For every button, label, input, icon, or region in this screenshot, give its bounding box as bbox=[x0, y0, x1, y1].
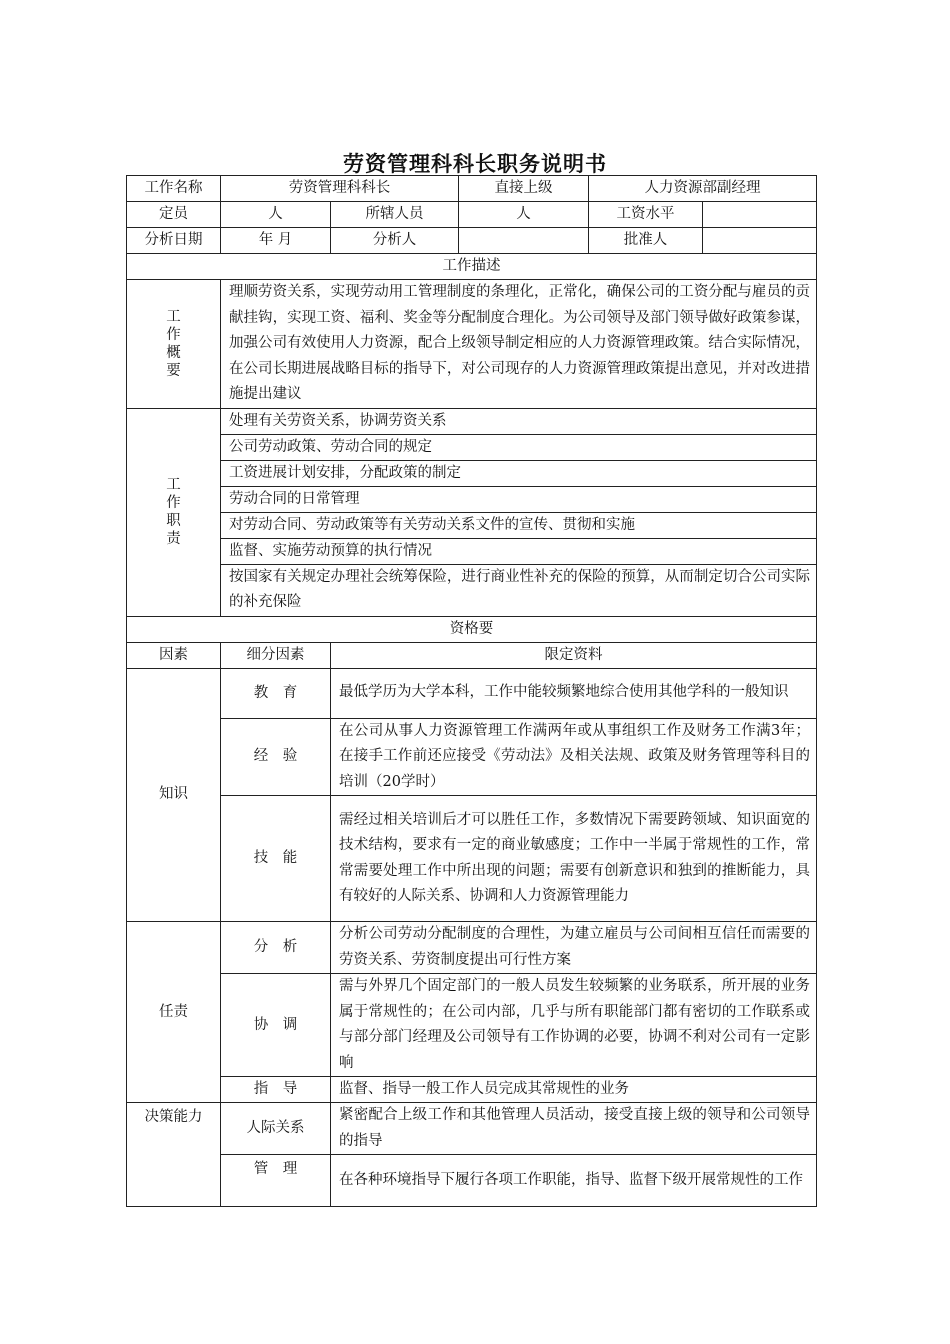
sub-factor: 技 能 bbox=[221, 796, 331, 922]
duty-item: 监督、实施劳动预算的执行情况 bbox=[221, 538, 817, 564]
job-name-value: 劳资管理科科长 bbox=[221, 176, 459, 202]
sub-factor: 指 导 bbox=[221, 1077, 331, 1103]
sub-factor: 管 理 bbox=[221, 1155, 331, 1207]
detail-text: 分析公司劳动分配制度的合理性，为建立雇员与公司间相互信任而需要的劳资关系、劳资制度提出可行性方案 bbox=[331, 922, 817, 974]
detail-text: 在公司从事人力资源管理工作满两年或从事组织工作及财务工作满3年；在接手工作前还应接受《劳动法》及相关法规、政策及财务管理等科目的培训（20学时） bbox=[331, 718, 817, 796]
quota-label: 定员 bbox=[127, 202, 221, 228]
duty-item: 工资进展计划安排，分配政策的制定 bbox=[221, 460, 817, 486]
subordinates-label: 所辖人员 bbox=[331, 202, 459, 228]
superior-value: 人力资源部副经理 bbox=[589, 176, 817, 202]
overview-text: 理顺劳资关系，实现劳动用工管理制度的条理化，正常化，确保公司的工资分配与雇员的贡献挂钩，实现工资、福利、奖金等分配制度合理化。为公司领导及部门领导做好政策参谋，加强公司有效使用人力资源，配合上级领导制定相应的人力资源管理政策。结合实际情况，在公司长期进展战略目标的指导下，对公司现存的人力资源管理政策提出意见，并对改进措施提出建议 bbox=[221, 280, 817, 409]
sub-factor: 教 育 bbox=[221, 668, 331, 718]
overview-label: 工 作 概 要 bbox=[127, 280, 221, 409]
sub-factor: 人际关系 bbox=[221, 1103, 331, 1155]
duties-label: 工 作 职 责 bbox=[127, 408, 221, 616]
salary-label: 工资水平 bbox=[589, 202, 703, 228]
factor-responsibility: 任责 bbox=[127, 922, 221, 1103]
document-title: 劳资管理科科长职务说明书 bbox=[343, 152, 607, 176]
job-description-table bbox=[126, 175, 817, 1207]
analyst-label: 分析人 bbox=[331, 228, 459, 254]
sub-factor: 协 调 bbox=[221, 974, 331, 1077]
detail-text: 需与外界几个固定部门的一般人员发生较频繁的业务联系，所开展的业务属于常规性的；在公司内部，几乎与所有职能部门都有密切的工作联系或与部分部门经理及公司领导有工作协调的必要，协调不利对公司有一定影响 bbox=[331, 974, 817, 1077]
job-name-label: 工作名称 bbox=[127, 176, 221, 202]
work-description-title: 工作描述 bbox=[127, 254, 817, 280]
detail-text: 紧密配合上级工作和其他管理人员活动，接受直接上级的领导和公司领导的指导 bbox=[331, 1103, 817, 1155]
sub-factor: 经 验 bbox=[221, 718, 331, 796]
approver-value bbox=[703, 228, 817, 254]
analyst-value bbox=[459, 228, 589, 254]
approver-label: 批准人 bbox=[589, 228, 703, 254]
duty-item: 按国家有关规定办理社会统筹保险，进行商业性补充的保险的预算，从而制定切合公司实际的补充保险 bbox=[221, 564, 817, 616]
superior-label: 直接上级 bbox=[459, 176, 589, 202]
col-sub-header: 细分因素 bbox=[221, 642, 331, 668]
detail-text: 在各种环境指导下履行各项工作职能，指导、监督下级开展常规性的工作 bbox=[331, 1155, 817, 1207]
duty-item: 对劳动合同、劳动政策等有关劳动关系文件的宣传、贯彻和实施 bbox=[221, 512, 817, 538]
duty-item: 劳动合同的日常管理 bbox=[221, 486, 817, 512]
sub-factor: 分 析 bbox=[221, 922, 331, 974]
col-factor-header: 因素 bbox=[127, 642, 221, 668]
col-detail-header: 限定资料 bbox=[331, 642, 817, 668]
factor-decision: 决策能力 bbox=[127, 1103, 221, 1207]
detail-text: 需经过相关培训后才可以胜任工作，多数情况下需要跨领域、知识面宽的技术结构，要求有一定的商业敏感度；工作中一半属于常规性的工作，常常需要处理工作中所出现的问题；需要有创新意识和独到的推断能力，具有较好的人际关系、协调和人力资源管理能力 bbox=[331, 796, 817, 922]
date-label: 分析日期 bbox=[127, 228, 221, 254]
factor-knowledge: 知识 bbox=[127, 668, 221, 922]
duty-item: 处理有关劳资关系，协调劳资关系 bbox=[221, 408, 817, 434]
date-value: 年 月 bbox=[221, 228, 331, 254]
subordinates-value: 人 bbox=[459, 202, 589, 228]
qualifications-title: 资格要 bbox=[127, 616, 817, 642]
duty-item: 公司劳动政策、劳动合同的规定 bbox=[221, 434, 817, 460]
quota-value: 人 bbox=[221, 202, 331, 228]
detail-text: 最低学历为大学本科，工作中能较频繁地综合使用其他学科的一般知识 bbox=[331, 668, 817, 718]
detail-text: 监督、指导一般工作人员完成其常规性的业务 bbox=[331, 1077, 817, 1103]
salary-value bbox=[703, 202, 817, 228]
